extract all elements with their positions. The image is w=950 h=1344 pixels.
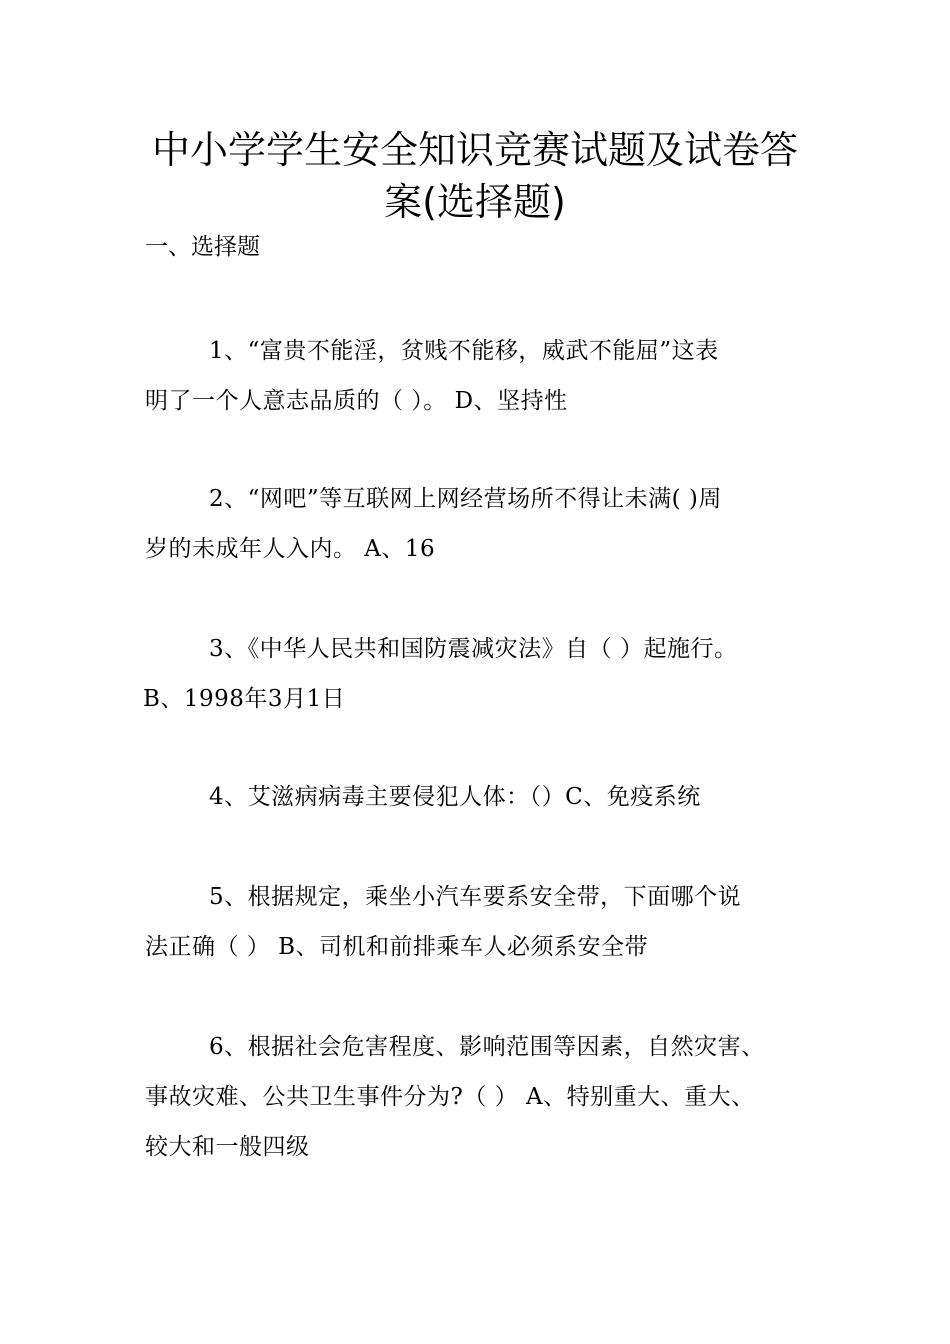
question-6 (145, 1022, 845, 1172)
question-3-line-2: B、1998年3月1日 (143, 686, 346, 712)
document-title-line-1: 中小学学生安全知识竞赛试题及试卷答 (151, 128, 798, 172)
question-1 (145, 326, 825, 426)
question-1-line-1: 1、“富贵不能淫，贫贱不能移，威武不能屈”这表 (209, 338, 719, 364)
question-2 (145, 474, 825, 574)
question-3 (145, 624, 845, 724)
section-heading: 一、选择题 (145, 234, 260, 260)
question-4-line-1: 4、艾滋病病毒主要侵犯人体：（）C、免疫系统 (209, 784, 701, 810)
question-5-line-2: 法正确（ ） B、司机和前排乘车人必须系安全带 (145, 934, 649, 960)
question-6-line-3: 较大和一般四级 (145, 1134, 310, 1160)
question-5 (145, 872, 825, 972)
question-5-line-1: 5、根据规定，乘坐小汽车要系安全带，下面哪个说 (209, 884, 742, 910)
question-2-line-1: 2、“网吧”等互联网上网经营场所不得让未满( )周 (209, 486, 722, 512)
question-4 (145, 772, 825, 822)
question-3-line-1: 3、《中华人民共和国防震减灾法》自（ ）起施行。 (209, 636, 738, 662)
question-1-line-2: 明了一个人意志品质的（ ）。 D、坚持性 (145, 388, 568, 414)
document-title-line-2: 案(选择题) (384, 180, 566, 224)
question-6-line-2: 事故灾难、公共卫生事件分为?（ ） A、特别重大、重大、 (145, 1084, 755, 1110)
question-6-line-1: 6、根据社会危害程度、影响范围等因素，自然灾害、 (209, 1034, 765, 1060)
question-2-line-2: 岁的未成年人入内。 A、16 (145, 536, 436, 562)
